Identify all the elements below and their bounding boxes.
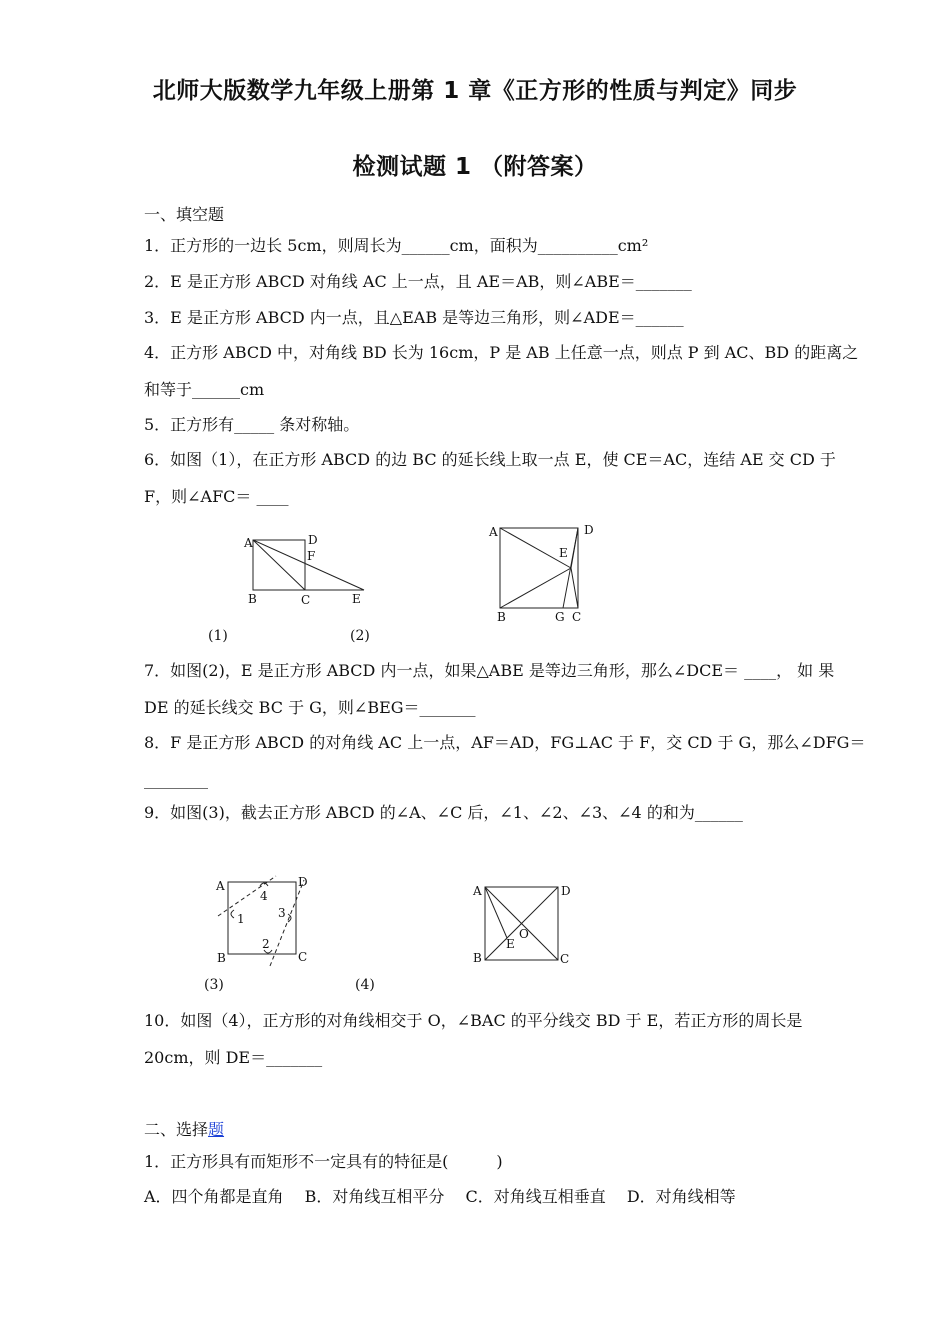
fig4-label-a: A <box>473 884 482 898</box>
question-8-line-2: ________ <box>144 770 208 789</box>
fig2-label-d: D <box>584 523 594 537</box>
fig3-label-b: B <box>217 951 226 965</box>
fig1-label-a: A <box>244 536 253 550</box>
figure-3 <box>210 870 320 974</box>
figure-2 <box>485 520 600 634</box>
mc-question-1-stem: 1．正方形具有而矩形不一定具有的特征是( ) <box>144 1152 503 1171</box>
figure-4-caption: (4) <box>355 977 375 993</box>
question-4-line-1: 4．正方形 ABCD 中，对角线 BD 长为 16cm，P 是 AB 上任意一点，则点 P 到 AC、BD 的距离之 <box>144 343 859 362</box>
fig4-label-c: C <box>560 952 570 966</box>
fig4-label-e: E <box>506 937 515 951</box>
question-8-line-1: 8．F 是正方形 ABCD 的对角线 AC 上一点，AF＝AD，FG⊥AC 于 F，交 CD 于 G，那么∠DFG＝ <box>144 733 866 752</box>
fig2-label-g: G <box>555 610 565 624</box>
fig3-label-4: 4 <box>260 889 268 903</box>
mc-question-1-options: A．四个角都是直角 B．对角线互相平分 C．对角线互相垂直 D．对角线相等 <box>144 1187 736 1206</box>
figure-3-caption: (3) <box>204 977 224 993</box>
title-line-1: 北师大版数学九年级上册第 1 章《正方形的性质与判定》同步 <box>152 78 798 104</box>
question-3: 3．E 是正方形 ABCD 内一点，且△EAB 是等边三角形，则∠ADE＝______ <box>144 308 684 327</box>
question-1: 1．正方形的一边长 5cm，则周长为______cm，面积为__________cm² <box>144 236 649 255</box>
fig1-label-d: D <box>308 533 318 547</box>
fig3-label-c: C <box>298 950 308 964</box>
fig3-label-d: D <box>298 875 308 889</box>
fig1-label-f: F <box>307 549 316 563</box>
fig2-label-b: B <box>497 610 506 624</box>
fig4-label-o: O <box>519 927 529 941</box>
section-heading-multiple-choice <box>144 1117 224 1140</box>
question-10-line-2: 20cm，则 DE＝_______ <box>144 1048 323 1067</box>
question-10-line-1: 10．如图（4），正方形的对角线相交于 O，∠BAC 的平分线交 BD 于 E，若正方形的周长是 <box>144 1011 803 1030</box>
fig1-label-b: B <box>248 592 257 606</box>
fig1-label-e: E <box>352 592 361 606</box>
fig1-label-c: C <box>301 593 311 607</box>
figure-1 <box>240 530 375 614</box>
question-5: 5．正方形有_____ 条对称轴。 <box>144 415 360 434</box>
figure-4 <box>468 878 578 972</box>
fig4-label-b: B <box>473 951 482 965</box>
title-line-2: 检测试题 1 （附答案） <box>352 154 598 180</box>
fig2-label-e: E <box>559 546 568 560</box>
figure-1-caption: (1) <box>208 628 228 644</box>
question-9: 9．如图(3)，截去正方形 ABCD 的∠A、∠C 后，∠1、∠2、∠3、∠4 的和为______ <box>144 803 743 822</box>
question-7-line-1: 7．如图(2)，E 是正方形 ABCD 内一点，如果△ABE 是等边三角形，那么∠DCE＝ ____， 如 果 <box>144 661 835 680</box>
fig3-label-a: A <box>216 879 225 893</box>
question-6-line-1: 6．如图（1），在正方形 ABCD 的边 BC 的延长线上取一点 E，使 CE＝AC，连结 AE 交 CD 于 <box>144 450 836 469</box>
fig2-label-a: A <box>489 525 498 539</box>
figure-2-caption: (2) <box>350 628 370 644</box>
question-7-line-2: DE 的延长线交 BC 于 G，则∠BEG＝_______ <box>144 698 476 717</box>
question-6-line-2: F，则∠AFC＝ ____ <box>144 487 289 506</box>
question-4-line-2: 和等于______cm <box>144 380 265 399</box>
question-2: 2．E 是正方形 ABCD 对角线 AC 上一点，且 AE＝AB，则∠ABE＝_______ <box>144 272 692 291</box>
fig3-label-3: 3 <box>278 906 286 920</box>
fig4-label-d: D <box>561 884 571 898</box>
fig3-label-1: 1 <box>237 912 245 926</box>
section2-heading-text: 二、选择 <box>144 1120 209 1139</box>
fig2-label-c: C <box>572 610 582 624</box>
fig3-label-2: 2 <box>262 937 270 951</box>
section-heading-fill-blank: 一、填空题 <box>144 205 225 224</box>
section2-heading-link[interactable]: 题 <box>208 1120 225 1139</box>
